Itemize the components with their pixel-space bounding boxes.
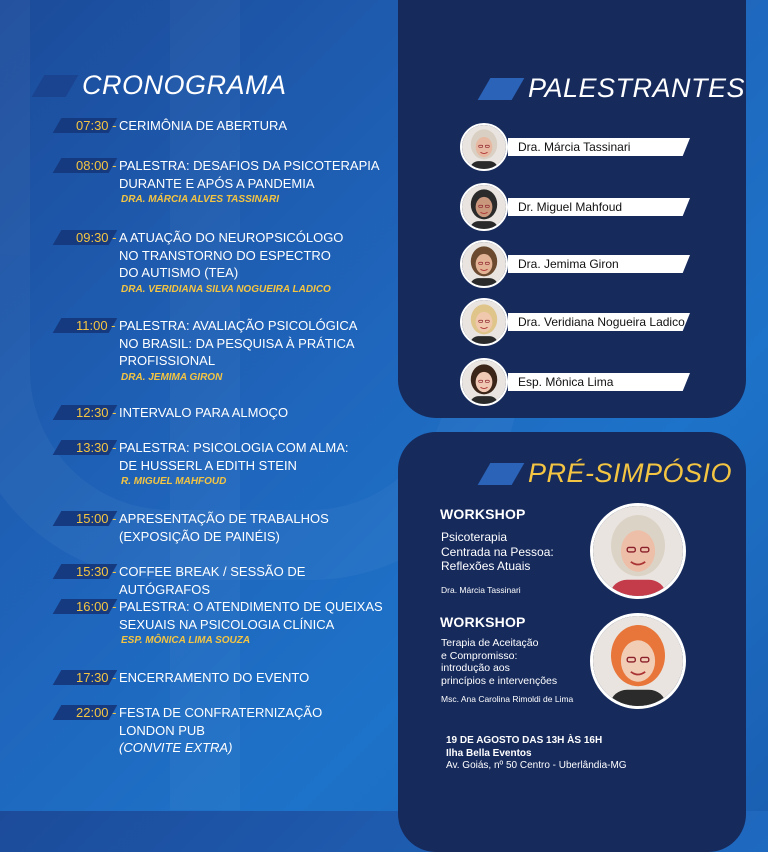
- schedule-item: [55, 229, 343, 298]
- schedule-item: [55, 439, 349, 490]
- event-date: [446, 734, 602, 747]
- schedule-title-line: DURANTE E APÓS A PANDEMIA: [119, 175, 315, 191]
- schedule-title-line: CERIMÔNIA DE ABERTURA: [119, 118, 288, 133]
- workshop-2-author: Msc. Ana Carolina Rimoldi de Lima: [441, 694, 574, 704]
- schedule-title-line: APRESENTAÇÃO DE TRABALHOS: [119, 511, 329, 526]
- speaker-name: Dra. Márcia Tassinari: [518, 140, 631, 154]
- time-label: 22:00 -: [76, 705, 117, 720]
- person-portrait-icon: [593, 616, 683, 706]
- schedule-description: [119, 404, 288, 422]
- schedule-description: [119, 669, 309, 687]
- workshop-2-photo: [590, 613, 686, 709]
- schedule-speaker: DRA. JEMIMA GIRON: [121, 371, 223, 383]
- schedule-title-line: (EXPOSIÇÃO DE PAINÉIS): [119, 528, 280, 544]
- time-badge: [55, 704, 117, 756]
- speaker-name: Dra. Jemima Giron: [518, 257, 619, 271]
- workshop-1-line: Psicoterapia: [441, 530, 508, 544]
- person-portrait-icon: [462, 360, 506, 404]
- schedule-title-line: INTERVALO PARA ALMOÇO: [119, 405, 289, 420]
- workshop-2-line: Terapia de Aceitação: [441, 637, 539, 649]
- schedule-item: [55, 404, 288, 422]
- schedule-speaker: R. MIGUEL MAHFOUD: [121, 476, 227, 487]
- date-text: 19 DE AGOSTO DAS 13H ÀS 16H: [446, 735, 603, 746]
- schedule-description: [119, 439, 349, 490]
- time-label: 15:30 -: [76, 564, 117, 579]
- speaker-item: [460, 123, 692, 169]
- schedule-speaker: DRA. MÁRCIA ALVES TASSINARI: [121, 194, 279, 205]
- schedule-item: [55, 598, 383, 649]
- speaker-name: Esp. Mônica Lima: [518, 375, 614, 389]
- time-label: 11:00 -: [76, 318, 116, 333]
- schedule-title-line: NO TRANSTORNO DO ESPECTRO: [119, 247, 331, 263]
- speaker-item: [460, 358, 692, 404]
- time-badge: [55, 510, 117, 545]
- person-portrait-icon: [593, 506, 683, 596]
- venue-text: Ilha Bella Eventos: [446, 748, 532, 759]
- schedule-title-line: ENCERRAMENTO DO EVENTO: [119, 670, 310, 685]
- speaker-avatar: [460, 358, 508, 406]
- time-badge: [55, 404, 117, 422]
- person-portrait-icon: [462, 242, 506, 286]
- time-label: 16:00 -: [76, 599, 117, 614]
- schedule-item: [55, 317, 357, 386]
- speaker-name: Dra. Veridiana Nogueira Ladico: [518, 315, 685, 329]
- workshop-2-label: WORKSHOP: [440, 614, 526, 630]
- workshop-2-line: introdução aos: [441, 662, 510, 674]
- speaker-name: Dr. Miguel Mahfoud: [518, 200, 623, 214]
- schedule-title-line: PALESTRA: DESAFIOS DA PSICOTERAPIA: [119, 158, 380, 173]
- schedule-description: [119, 117, 287, 135]
- schedule-title-line: PALESTRA: O ATENDIMENTO DE QUEIXAS: [119, 599, 383, 614]
- schedule-title-line: DO AUTISMO (TEA): [119, 265, 239, 280]
- workshop-2-title: [441, 637, 557, 687]
- person-portrait-icon: [462, 185, 506, 229]
- palestrantes-title: PALESTRANTES: [528, 73, 746, 103]
- time-badge: [55, 157, 117, 208]
- workshop-1-photo: [590, 503, 686, 599]
- workshop-1-label: WORKSHOP: [440, 506, 526, 522]
- heading-slash-decoration: [478, 78, 525, 100]
- schedule-item: [55, 157, 380, 208]
- schedule-title-line: COFFEE BREAK / SESSÃO DE AUTÓGRAFOS: [119, 564, 306, 597]
- workshop-2-line: princípios e intervenções: [441, 674, 558, 687]
- workshop-1-line: Reflexões Atuais: [441, 559, 531, 573]
- presimposio-title: PRÉ-SIMPÓSIO: [528, 458, 733, 488]
- time-badge: [55, 669, 117, 687]
- time-badge: [55, 439, 117, 490]
- schedule-speaker: ESP. MÔNICA LIMA SOUZA: [121, 635, 251, 646]
- cronograma-title: CRONOGRAMA: [82, 70, 287, 100]
- time-label: 12:30 -: [76, 405, 117, 420]
- time-label: 13:30 -: [76, 440, 117, 455]
- schedule-title-line: PALESTRA: PSICOLOGIA COM ALMA:: [119, 440, 349, 455]
- workshop-1-author: Dra. Márcia Tassinari: [441, 585, 521, 595]
- schedule-item: [55, 563, 385, 598]
- time-label: 08:00 -: [76, 158, 117, 173]
- schedule-title-line: SEXUAIS NA PSICOLOGIA CLÍNICA: [119, 616, 335, 632]
- heading-slash-decoration: [32, 75, 79, 97]
- person-portrait-icon: [462, 125, 506, 169]
- speaker-avatar: [460, 240, 508, 288]
- schedule-description: [119, 598, 383, 649]
- workshop-2-line: e Compromisso:: [441, 649, 518, 662]
- schedule-speaker: DRA. VERIDIANA SILVA NOGUEIRA LADICO: [121, 283, 331, 295]
- speaker-avatar: [460, 298, 508, 346]
- schedule-extra-note: (CONVITE EXTRA): [119, 740, 233, 755]
- schedule-title-line: PALESTRA: AVALIAÇÃO PSICOLÓGICA: [119, 318, 358, 333]
- schedule-title-line: NO BRASIL: DA PESQUISA À PRÁTICA: [119, 335, 355, 351]
- speaker-avatar: [460, 123, 508, 171]
- speaker-item: [460, 298, 692, 344]
- presimposio-heading: [484, 458, 732, 489]
- schedule-item: [55, 117, 287, 135]
- schedule-description: [119, 317, 357, 386]
- schedule-title-line: PROFISSIONAL: [119, 353, 216, 368]
- time-badge: [55, 598, 117, 649]
- schedule-item: [55, 669, 309, 687]
- time-badge: [55, 317, 117, 386]
- schedule-description: [119, 704, 322, 756]
- heading-slash-decoration: [478, 463, 525, 485]
- speaker-item: [460, 183, 692, 229]
- time-label: 15:00 -: [76, 511, 117, 526]
- schedule-title-line: LONDON PUB: [119, 722, 205, 738]
- schedule-description: [119, 157, 380, 208]
- schedule-description: [119, 563, 385, 598]
- person-portrait-icon: [462, 300, 506, 344]
- schedule-description: [119, 229, 343, 298]
- event-address: Av. Goiás, nº 50 Centro - Uberlândia-MG: [446, 760, 627, 771]
- speaker-avatar: [460, 183, 508, 231]
- time-label: 09:30 -: [76, 230, 117, 245]
- schedule-item: [55, 704, 322, 756]
- time-label: 17:30 -: [76, 670, 117, 685]
- cronograma-heading: [38, 70, 287, 101]
- workshop-1-line: Centrada na Pessoa:: [441, 544, 554, 559]
- time-badge: [55, 117, 117, 135]
- time-badge: [55, 229, 117, 298]
- schedule-item: [55, 510, 329, 545]
- speaker-item: [460, 240, 692, 286]
- time-label: 07:30 -: [76, 118, 117, 133]
- schedule-description: [119, 510, 329, 545]
- palestrantes-heading: [484, 73, 745, 104]
- time-badge: [55, 563, 117, 598]
- schedule-title-line: FESTA DE CONFRATERNIZAÇÃO: [119, 705, 323, 720]
- schedule-title-line: DE HUSSERL A EDITH STEIN: [119, 457, 297, 473]
- schedule-title-line: A ATUAÇÃO DO NEUROPSICÓLOGO: [119, 230, 344, 245]
- workshop-1-title: [441, 530, 554, 574]
